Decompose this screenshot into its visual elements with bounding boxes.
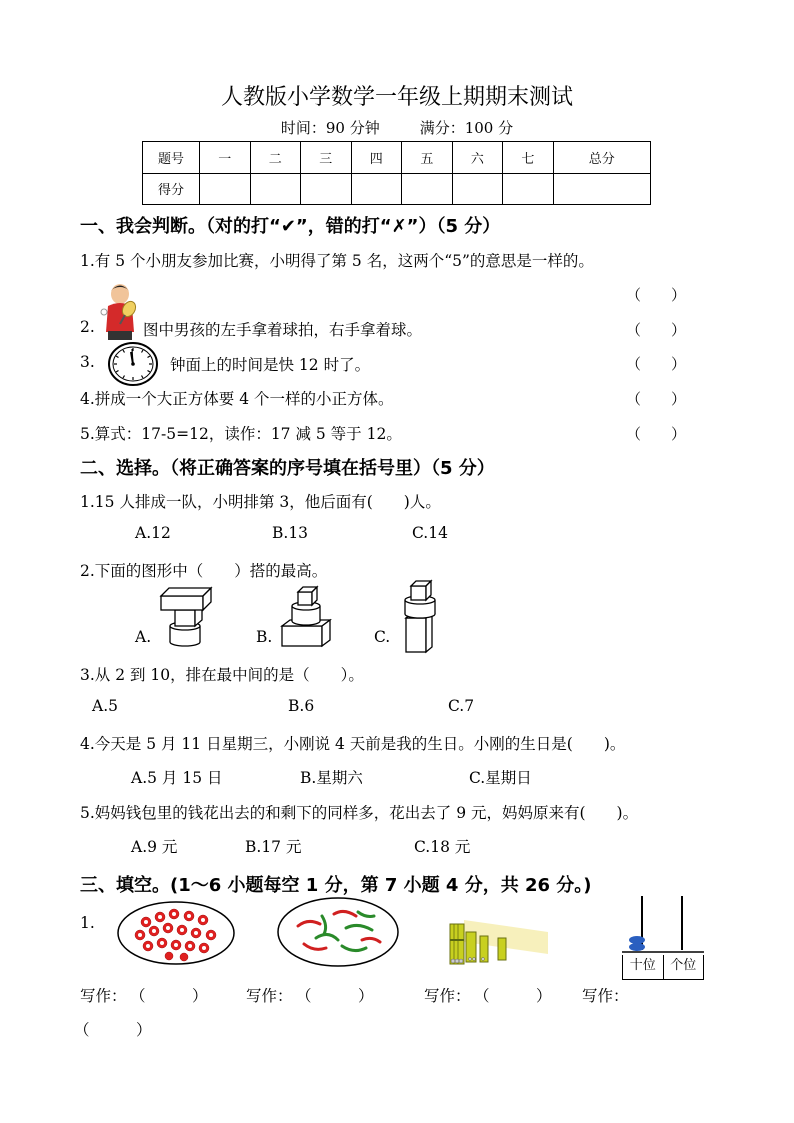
clock-icon: [107, 341, 159, 387]
section2-question-3: 3.从 2 到 10，排在最中间的是（ ）。: [80, 666, 364, 684]
score-table-cell: 得分: [143, 173, 200, 205]
score-table-cell: 总分: [553, 142, 650, 174]
peppers-icon: [276, 896, 400, 968]
score-input-cell[interactable]: [351, 173, 402, 205]
score-table-score-row: [143, 173, 651, 205]
write-label: 写作：: [582, 987, 629, 1005]
exam-full-score: 满分：100 分: [419, 119, 514, 137]
section2-question-4: 4.今天是 5 月 11 日星期三，小刚说 4 天前是我的生日。小刚的生日是( )。: [80, 735, 626, 753]
answer-paren[interactable]: （ ）: [626, 286, 687, 304]
write-label: 写作：: [246, 987, 293, 1005]
section1-question-3: 钟面上的时间是快 12 时了。: [170, 356, 371, 374]
option-b[interactable]: B.星期六: [300, 769, 363, 787]
score-input-cell[interactable]: [503, 173, 554, 205]
score-table-cell: 五: [402, 142, 453, 174]
answer-paren[interactable]: （ ）: [474, 987, 552, 1005]
section2-question-1: 1.15 人排成一队，小明排第 3，他后面有( )人。: [80, 493, 441, 511]
block-stack-a-icon: [158, 584, 214, 648]
score-input-cell[interactable]: [452, 173, 503, 205]
section3-question-1-number: 1.: [80, 914, 95, 932]
option-a[interactable]: A.12: [135, 524, 171, 542]
boy-with-racket-icon: [98, 282, 140, 340]
section1-question-1: 1.有 5 个小朋友参加比赛，小明得了第 5 名，这两个“5”的意思是一样的。: [80, 252, 594, 270]
score-table-cell: 六: [452, 142, 503, 174]
option-a[interactable]: A.9 元: [131, 838, 178, 856]
score-input-cell[interactable]: [200, 173, 251, 205]
abacus-place-labels: [622, 955, 704, 980]
exam-info: [0, 117, 794, 138]
option-c[interactable]: C.14: [412, 524, 448, 542]
option-c[interactable]: C.: [374, 628, 391, 646]
section1-heading: 一、我会判断。（对的打“✔”，错的打“✗”）（5 分）: [80, 216, 501, 237]
score-table-cell: 二: [250, 142, 301, 174]
option-b[interactable]: B.17 元: [245, 838, 302, 856]
option-a[interactable]: A.5: [92, 697, 118, 715]
score-input-cell[interactable]: [250, 173, 301, 205]
score-input-cell[interactable]: [553, 173, 650, 205]
option-c[interactable]: C.18 元: [414, 838, 471, 856]
stick-bundles-icon: [446, 910, 556, 968]
section2-heading: 二、选择。（将正确答案的序号填在括号里）（5 分）: [80, 458, 495, 479]
score-input-cell[interactable]: [402, 173, 453, 205]
answer-paren[interactable]: （ ）: [626, 321, 687, 339]
score-table-cell: 七: [503, 142, 554, 174]
section2-question-5: 5.妈妈钱包里的钱花出去的和剩下的同样多，花出去了 9 元，妈妈原来有( )。: [80, 804, 639, 822]
section1-question-4: 4.拼成一个大正方体要 4 个一样的小正方体。: [80, 390, 394, 408]
section1-question-3-number: 3.: [80, 353, 95, 371]
score-table-cell: 题号: [143, 142, 200, 174]
answer-paren[interactable]: （ ）: [626, 425, 687, 443]
score-table-cell: 一: [200, 142, 251, 174]
score-table-header-row: [143, 142, 651, 174]
section1-question-2-number: 2.: [80, 318, 95, 336]
score-input-cell[interactable]: [301, 173, 352, 205]
option-c[interactable]: C.星期日: [469, 769, 532, 787]
block-stack-b-icon: [280, 584, 332, 648]
write-label: 写作：: [424, 987, 471, 1005]
answer-paren[interactable]: （ ）: [74, 1021, 152, 1039]
section1-question-5: 5.算式：17-5=12，读作：17 减 5 等于 12。: [80, 425, 402, 443]
score-table-cell: 三: [301, 142, 352, 174]
write-label: 写作：: [80, 987, 127, 1005]
block-stack-c-icon: [400, 578, 440, 654]
option-b[interactable]: B.: [256, 628, 273, 646]
section2-question-2: 2.下面的图形中（ ）搭的最高。: [80, 562, 328, 580]
answer-paren[interactable]: （ ）: [130, 987, 208, 1005]
exam-time: 时间：90 分钟: [280, 119, 380, 137]
answer-paren[interactable]: （ ）: [626, 390, 687, 408]
option-b[interactable]: B.13: [272, 524, 309, 542]
option-a[interactable]: A.: [135, 628, 152, 646]
score-table-cell: 四: [351, 142, 402, 174]
option-b[interactable]: B.6: [288, 697, 315, 715]
answer-paren[interactable]: （ ）: [626, 355, 687, 373]
option-c[interactable]: C.7: [448, 697, 475, 715]
page-title: 人教版小学数学一年级上期期末测试: [220, 85, 573, 110]
option-a[interactable]: A.5 月 15 日: [131, 769, 223, 787]
answer-paren[interactable]: （ ）: [296, 987, 374, 1005]
red-stars-icon: [116, 900, 236, 966]
score-table: [142, 141, 651, 205]
abacus-icon: [622, 894, 704, 954]
section1-question-2: 图中男孩的左手拿着球拍，右手拿着球。: [143, 321, 423, 339]
tens-place-label: 十位: [623, 955, 664, 979]
ones-place-label: 个位: [670, 958, 697, 973]
section3-heading: 三、填空。(1～6 小题每空 1 分，第 7 小题 4 分，共 26 分。): [80, 875, 592, 896]
